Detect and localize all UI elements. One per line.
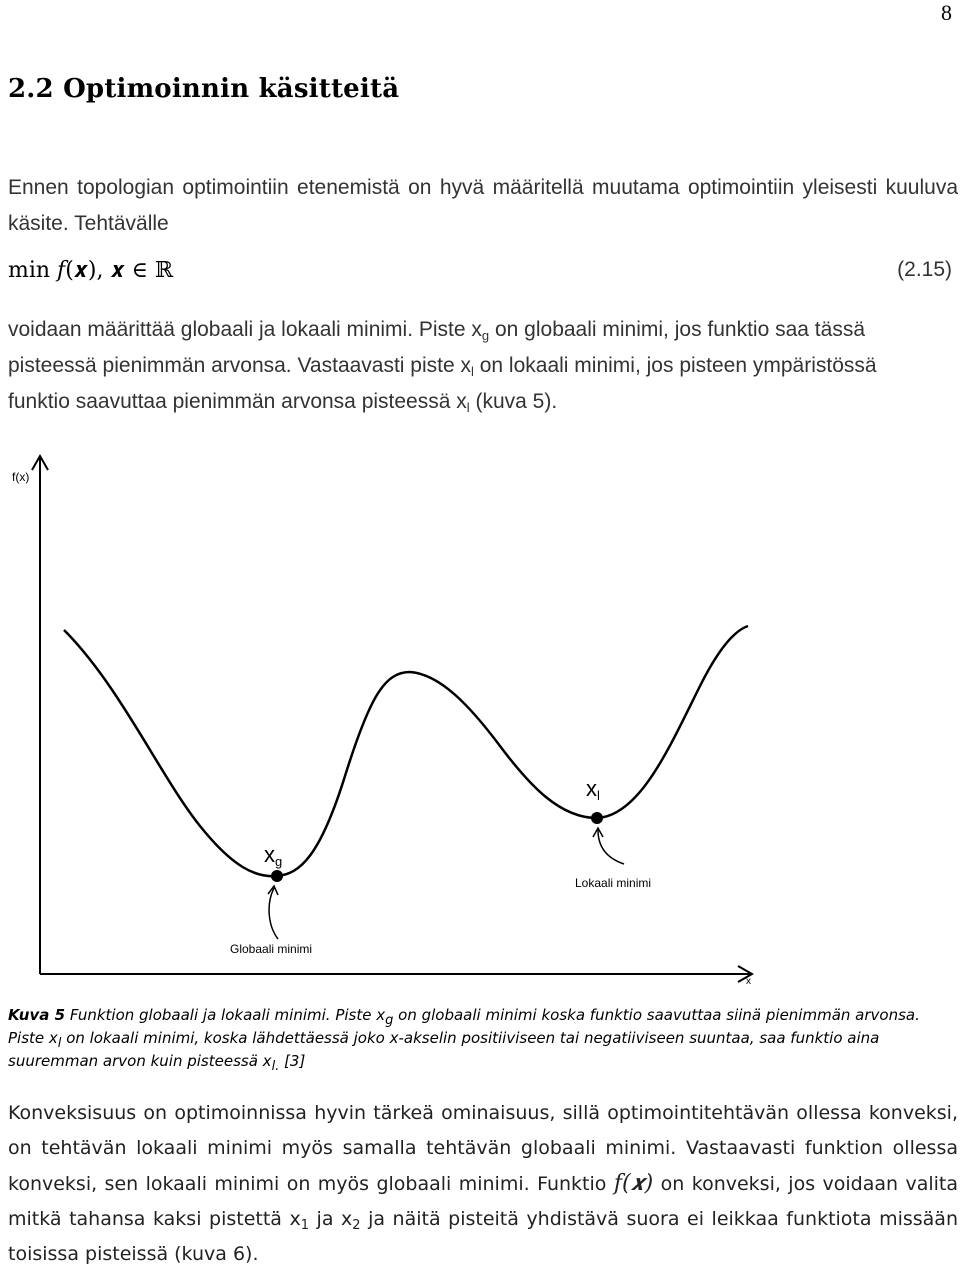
text-run: voidaan määrittää globaali ja lokaali minimi. Piste x: [8, 318, 482, 341]
label-text: x: [264, 842, 275, 867]
text-run: on konveksi, jos voidaan valita mitkä tahansa kaksi pistettä x: [8, 1173, 958, 1230]
global-arrow: [269, 888, 278, 939]
text-run: pisteessä pienimmän arvonsa. Vastaavasti piste x: [8, 354, 472, 377]
caption-label: Kuva 5: [8, 1006, 66, 1024]
definition-line: [8, 384, 958, 420]
text-run: [3]: [279, 1052, 306, 1070]
y-axis-label: f(x): [12, 470, 30, 484]
equation-number: (2.15): [897, 258, 952, 281]
text-run: Funktion globaali ja lokaali minimi. Piste x: [65, 1006, 386, 1024]
equation: [8, 258, 952, 294]
page-number: 8: [941, 0, 952, 25]
subscript: g: [481, 328, 490, 343]
label-text: x: [586, 776, 597, 801]
function-curve: [64, 626, 748, 876]
global-point-label: [264, 842, 282, 868]
definition-line: [8, 348, 958, 384]
figure-graphic: [0, 446, 960, 996]
local-minimum-caption: Lokaali minimi: [575, 876, 652, 890]
local-minimum-marker: [591, 812, 603, 824]
figure-minima: [0, 446, 960, 996]
inline-math: 𝑓(𝒙): [613, 1171, 654, 1196]
local-point-label: [586, 776, 600, 802]
equation-formula: min 𝑓(𝒙), 𝒙 ∈ ℝ: [8, 258, 174, 283]
global-minimum-marker: [271, 870, 283, 882]
subscript: l: [57, 1036, 62, 1051]
subscript: l: [471, 364, 474, 379]
global-minimum-caption: Globaali minimi: [230, 942, 313, 956]
text-run: (kuva 5).: [469, 390, 558, 413]
convexity-paragraph: [8, 1096, 958, 1272]
subscript: 1: [300, 1218, 310, 1233]
text-run: ja näitä pisteitä yhdistävä suora ei leikkaa funktiota missään toisissa pisteissä (kuva 6).: [8, 1208, 958, 1265]
section-heading: 2.2 Optimoinnin käsitteitä: [8, 74, 400, 104]
text-run: on globaali minimi koska funktio saavuttaa siinä pienimmän arvonsa. Piste x: [8, 1006, 920, 1047]
subscript: g: [385, 1013, 394, 1028]
text-run: Konveksisuus on optimoinnissa hyvin tärkeä ominaisuus, sillä optimointitehtävän ollessa konveksi, on tehtävän lokaali minimi myös samalla tehtävän globaali minimi. Vastaavasti funktion ollessa konveksi, sen lokaali minimi on myös globaali minimi. Funktio: [8, 1102, 958, 1195]
subscript: g: [275, 854, 283, 869]
definition-paragraph: [8, 312, 958, 420]
text-run: on globaali minimi, jos funktio saa tässä: [489, 318, 865, 341]
text-run: funktio saavuttaa pienimmän arvonsa pisteessä x: [8, 390, 467, 413]
intro-paragraph: Ennen topologian optimointiin etenemistä on hyvä määritellä muutama optimointiin yleisesti kuuluva käsite. Tehtävälle: [8, 176, 958, 235]
text-run: on lokaali minimi, jos pisteen ympäristössä: [473, 354, 877, 377]
subscript: l.: [271, 1059, 280, 1074]
definition-line: [8, 312, 958, 348]
text-run: ja x: [309, 1208, 353, 1230]
text-run: on lokaali minimi, koska lähdettäessä joko x-akselin positiiviseen tai negatiiviseen suuntaa, saa funktio aina suuremman arvon kuin pisteessä x: [8, 1029, 880, 1070]
figure-caption: [8, 1004, 948, 1073]
subscript: 2: [352, 1218, 361, 1233]
subscript: l: [597, 788, 600, 803]
x-axis-label: x: [746, 976, 751, 987]
subscript: l: [466, 400, 470, 415]
